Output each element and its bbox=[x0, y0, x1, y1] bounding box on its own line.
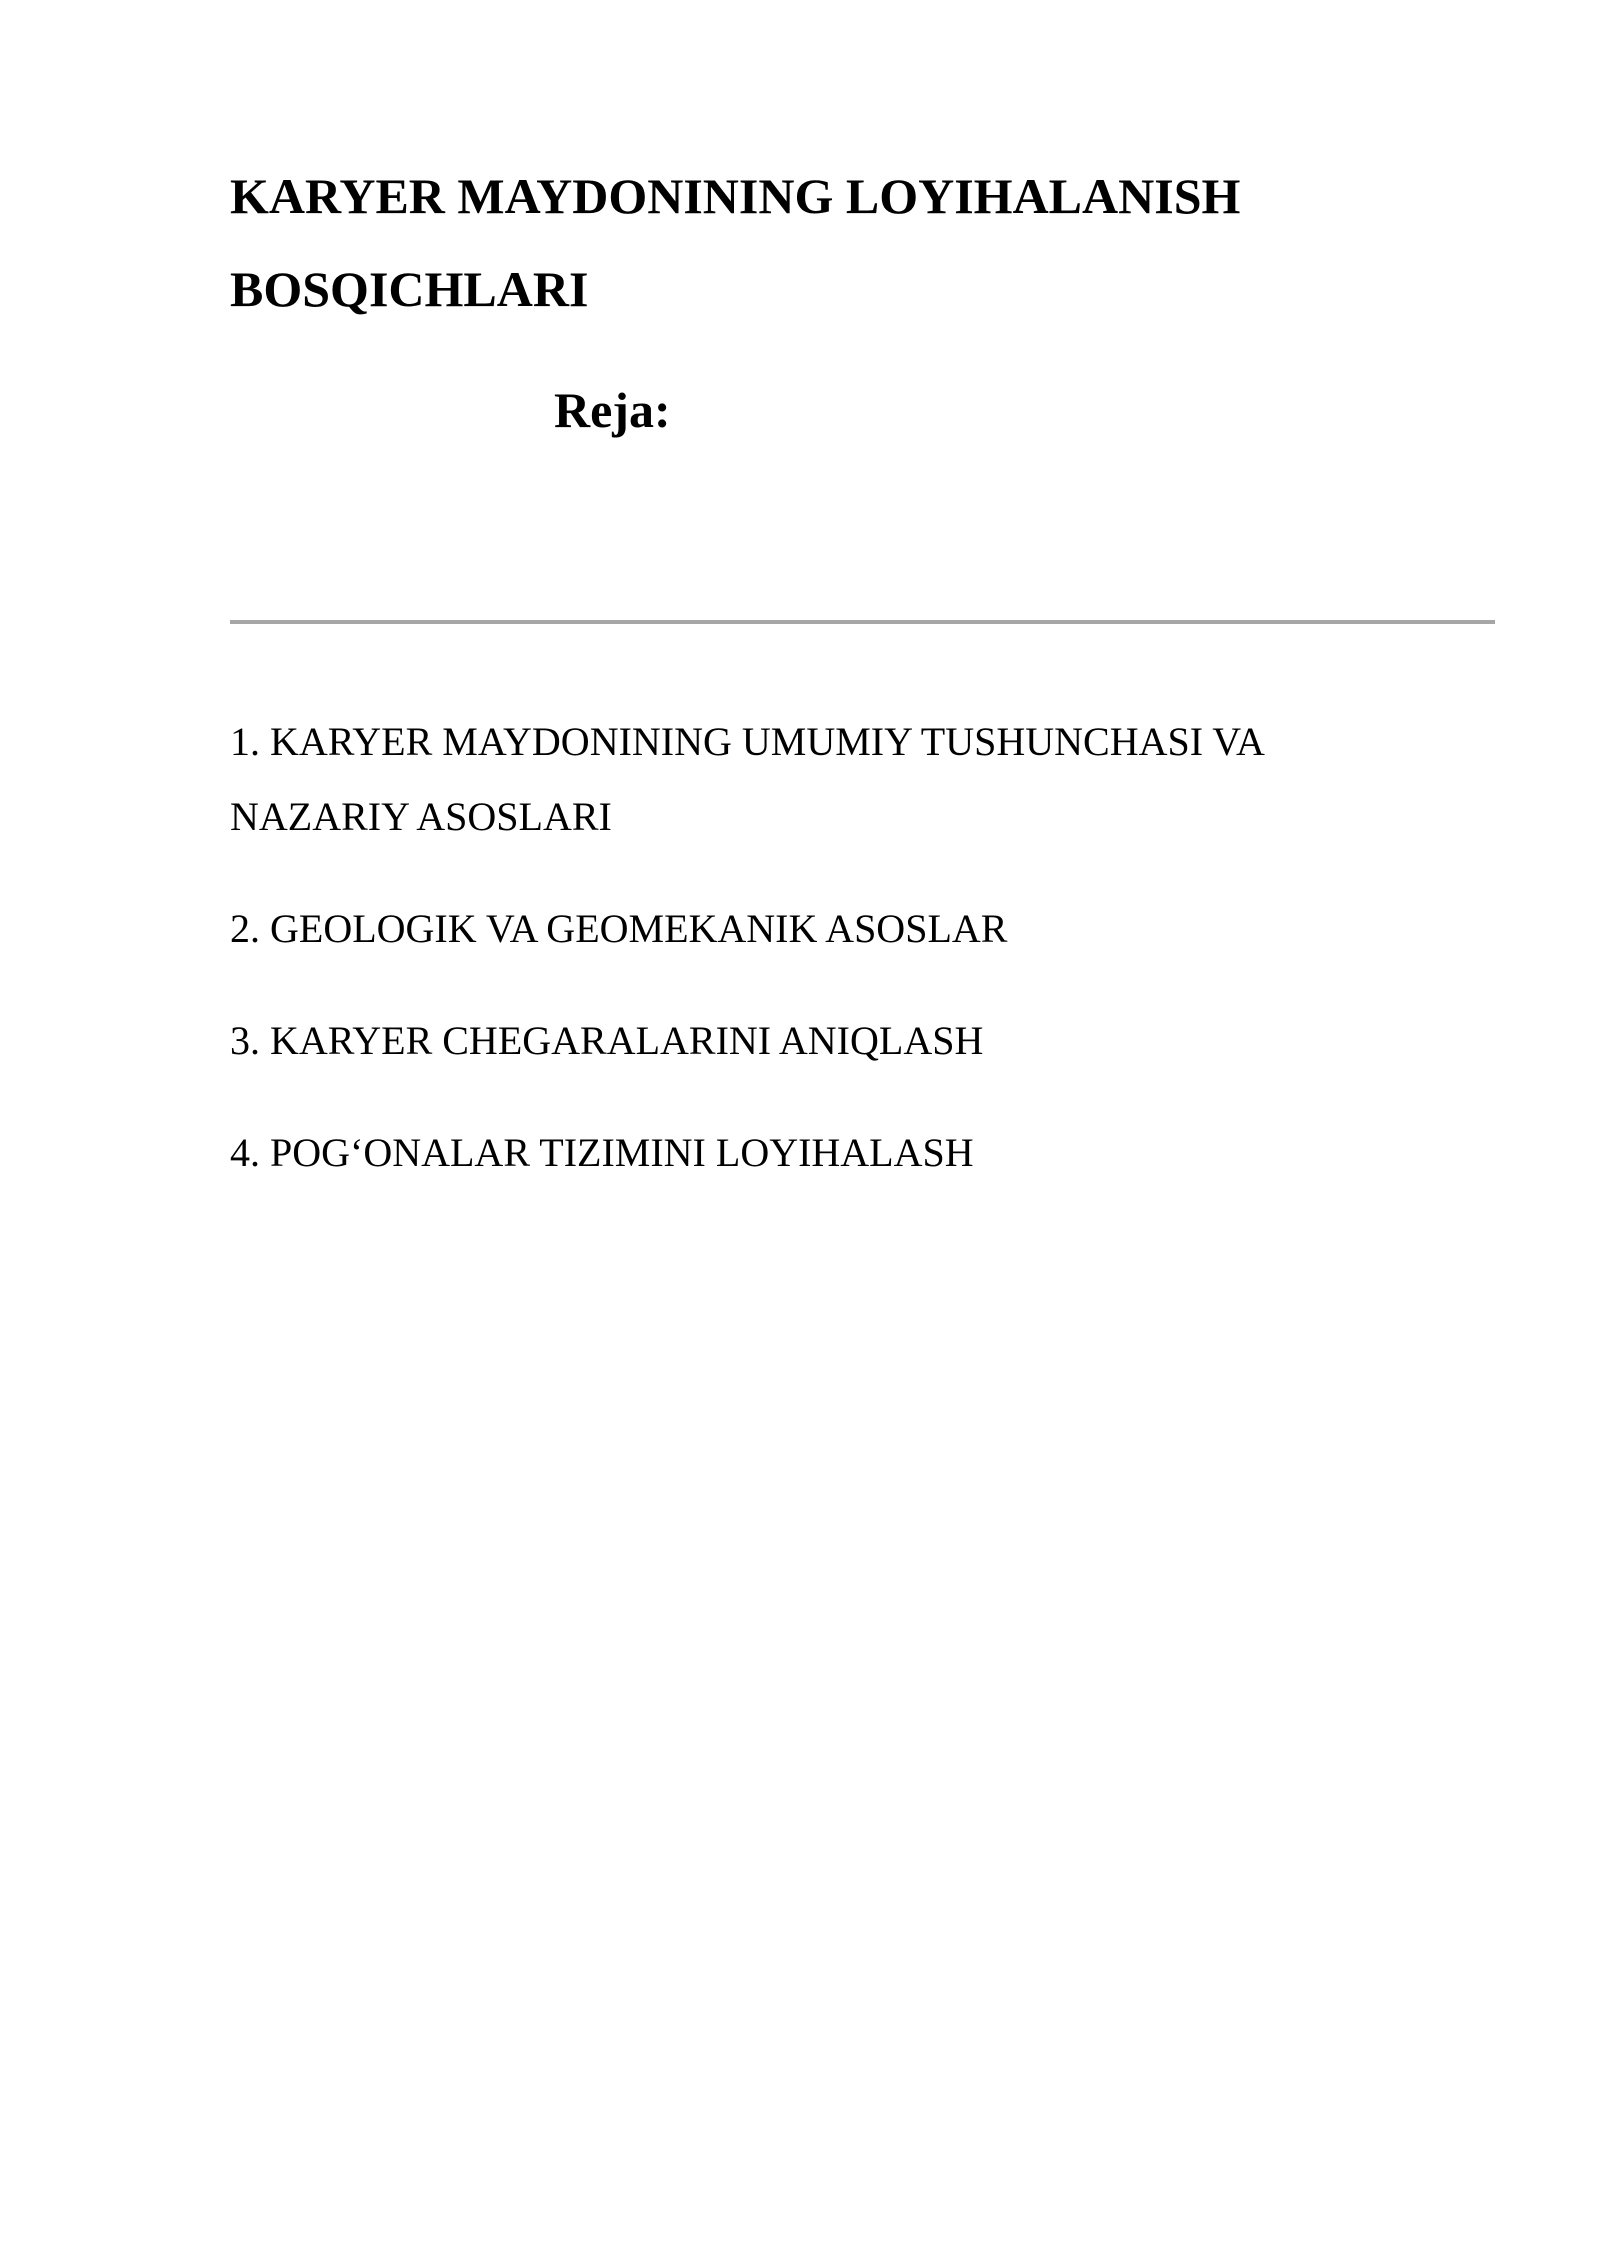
plan-list-item-2 bbox=[230, 891, 1495, 966]
document-title-line-2: BOSQICHLARI bbox=[230, 261, 589, 317]
horizontal-divider bbox=[230, 620, 1495, 624]
plan-list-item-1-line-1: 1. KARYER MAYDONINING UMUMIY TUSHUNCHASI VA bbox=[230, 719, 1265, 764]
plan-heading: Reja: bbox=[554, 382, 671, 438]
plan-list-item-1 bbox=[230, 704, 1495, 854]
plan-list bbox=[230, 704, 1495, 1227]
document-title-line-1: KARYER MAYDONINING LOYIHALANISH bbox=[230, 168, 1241, 224]
plan-list-item-3 bbox=[230, 1003, 1495, 1078]
plan-list-item-2-line-1: 2. GEOLOGIK VA GEOMEKANIK ASOSLAR bbox=[230, 906, 1008, 951]
plan-list-item-3-line-1: 3. KARYER CHEGARALARINI ANIQLASH bbox=[230, 1018, 984, 1063]
plan-list-item-4-line-1: 4. POG‘ONALAR TIZIMINI LOYIHALASH bbox=[230, 1130, 974, 1175]
document-title bbox=[230, 150, 1490, 336]
plan-list-item-1-line-2: NAZARIY ASOSLARI bbox=[230, 794, 612, 839]
plan-list-item-4 bbox=[230, 1115, 1495, 1190]
